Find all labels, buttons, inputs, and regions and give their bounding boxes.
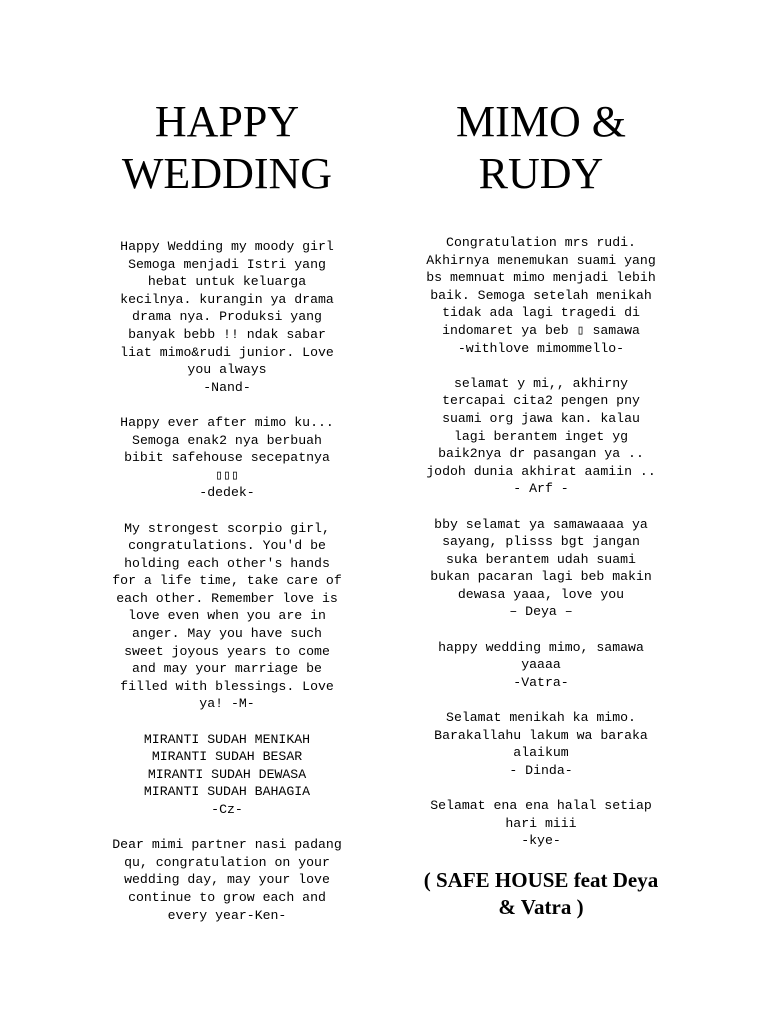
message-nand: Happy Wedding my moody girl Semoga menjadi Istri yang hebat untuk keluarga kecilnya. kurangin ya drama drama nya. Produksi yang banyak bebb !! ndak sabar liat mimo&rudi junior. Love you always -Nand-	[120, 239, 334, 395]
message-deya: bby selamat ya samawaaaa ya sayang, plisss bgt jangan suka berantem udah suami bukan pacaran lagi beb makin dewasa yaaa, love you – Deya –	[430, 516, 652, 620]
message-ken: Dear mimi partner nasi padang qu, congratulation on your wedding day, may your love continue to grow each and every year-Ken-	[112, 837, 342, 923]
message-arf: selamat y mi,, akhirny tercapai cita2 pengen pny suami org jawa kan. kalau lagi berantem inget yg baik2nya dr pasangan ya .. jodoh dunia akhirat aamiin .. - Arf -	[426, 375, 656, 497]
right-column	[406, 234, 676, 921]
left-heading: HAPPY WEDDING	[121, 97, 333, 198]
message-vatra: happy wedding mimo, samawa yaaaa -Vatra-	[438, 639, 644, 690]
left-column	[92, 238, 362, 942]
right-heading: MIMO & RUDY	[456, 97, 626, 198]
message-dinda: Selamat menikah ka mimo. Barakallahu lakum wa baraka alaikum - Dinda-	[434, 710, 648, 778]
message-cz: MIRANTI SUDAH MENIKAH MIRANTI SUDAH BESAR MIRANTI SUDAH DEWASA MIRANTI SUDAH BAHAGIA -Cz-	[143, 731, 311, 817]
message-dedek: Happy ever after mimo ku... Semoga enak2 nya berbuah bibit safehouse secepatnya ▯▯▯ -dedek-	[120, 414, 334, 501]
message-m: My strongest scorpio girl, congratulations. You'd be holding each other's hands for a life time, take care of each other. Remember love is love even when you are in anger. May you have such sweet joyous years to come and may your marriage be filled with blessings. Love ya! -M-	[112, 520, 342, 712]
message-mimommello: Congratulation mrs rudi. Akhirnya menemukan suami yang bs memnuat mimo menjadi lebih baik. Semoga setelah menikah tidak ada lagi tragedi di indomaret ya beb ▯ samawa -withlove mimommello-	[426, 235, 656, 356]
closing-signature: ( SAFE HOUSE feat Deya & Vatra )	[423, 868, 659, 920]
message-kye: Selamat ena ena halal setiap hari miii -kye-	[430, 798, 652, 849]
